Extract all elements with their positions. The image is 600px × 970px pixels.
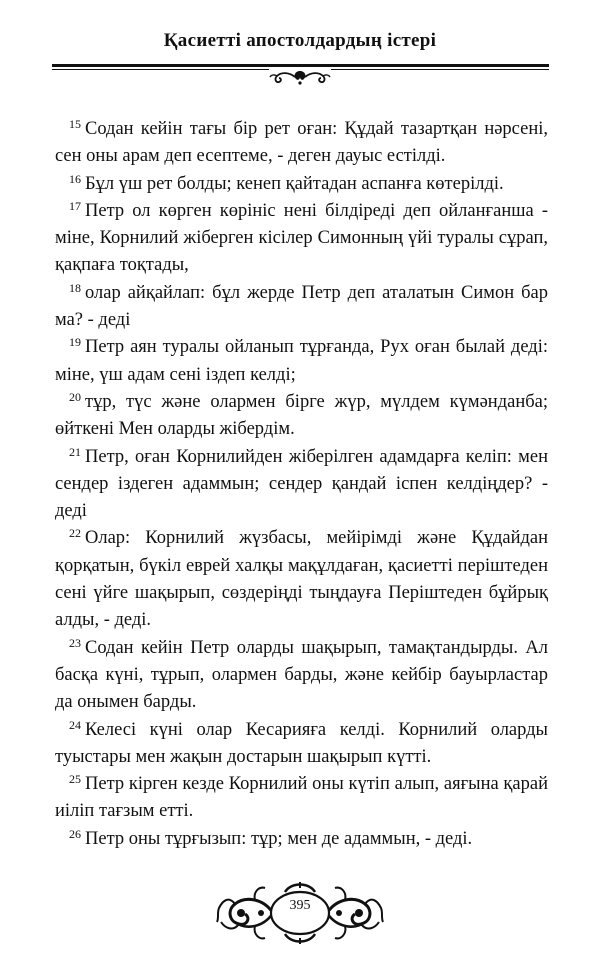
verse-text: Олар: Корнилий жүзбасы, мейірімді және Құдайдан қорқатын, бүкіл еврей халқы мақұлдаған, қасиетті періштеден сені үйге шақырып, сөздеріңді тыңдауға Періштеден бұйрық алды, - деді. xyxy=(55,528,548,631)
verses-body xyxy=(55,116,548,853)
page-title: Қасиетті апостолдардың істері xyxy=(163,30,437,51)
verse-text: Петр ол көрген көрініс нені білдіреді деп ойланғанша - міне, Корнилий жіберген кісілер Симонның үйі туралы сұрап, қақпаға тоқтады, xyxy=(55,200,548,276)
verse-text: олар айқайлап: бұл жерде Петр деп аталатын Симон бар ма? - деді xyxy=(55,282,548,331)
verse-text: Бұл үш рет болды; кенеп қайтадан аспанға көтерілді. xyxy=(85,173,504,194)
verse-number: 24 xyxy=(69,717,81,732)
page-number: 395 xyxy=(289,898,311,913)
verse-text: Петр, оған Корнилийден жіберілген адамдарға келіп: мен сендер іздеген адаммын; сендер қандай іспен келдіңдер? - деді xyxy=(55,446,548,522)
verse-number: 22 xyxy=(69,526,81,541)
verse xyxy=(55,444,548,526)
verse-number: 15 xyxy=(69,117,81,131)
verse-number: 20 xyxy=(69,389,81,404)
header-ornament-icon xyxy=(269,68,331,86)
verse xyxy=(55,280,548,335)
verse-number: 17 xyxy=(69,198,81,213)
verse-number: 26 xyxy=(69,826,81,841)
verse-text: Петр кірген кезде Корнилий оны күтіп алып, аяғына қарай иіліп тағзым етті. xyxy=(55,774,548,822)
verse-text: Петр оны тұрғызып: тұр; мен де адаммын, - деді. xyxy=(85,828,473,849)
verse-number: 25 xyxy=(69,772,81,787)
verse-number: 23 xyxy=(69,635,81,650)
verse-text: Содан кейін Петр оларды шақырып, тамақтандырды. Ал басқа күні, тұрып, олармен барды, және кейбір бауырластар да онымен барды. xyxy=(55,637,548,713)
verse xyxy=(55,198,548,280)
verse xyxy=(55,334,548,389)
verse-text: Петр аян туралы ойланып тұрғанда, Рух оған былай деді: міне, үш адам сені іздеп келді; xyxy=(55,337,548,385)
verse xyxy=(55,826,548,853)
verse xyxy=(55,389,548,444)
verse-number: 19 xyxy=(69,335,81,350)
verse xyxy=(55,635,548,717)
verse xyxy=(55,171,548,198)
verse-text: Содан кейін тағы бір рет оған: Құдай тазартқан нәрсені, сен оны арам деп есептеме, - деген дауыс естілді. xyxy=(55,119,548,167)
header-rule-thick xyxy=(52,64,549,67)
verse-text: Келесі күні олар Кесарияға келді. Корнилий оларды туыстары мен жақын достарын шақырып күтті. xyxy=(55,719,548,767)
verse xyxy=(55,116,548,171)
verse-number: 16 xyxy=(69,171,81,186)
verse xyxy=(55,717,548,772)
verse-number: 18 xyxy=(69,280,81,295)
verse xyxy=(55,771,548,826)
verse-text: тұр, түс және олармен бірге жүр, мүлдем күмәнданба; өйткені Мен оларды жібердім. xyxy=(55,391,548,440)
verse xyxy=(55,525,548,634)
verse-number: 21 xyxy=(69,444,81,459)
